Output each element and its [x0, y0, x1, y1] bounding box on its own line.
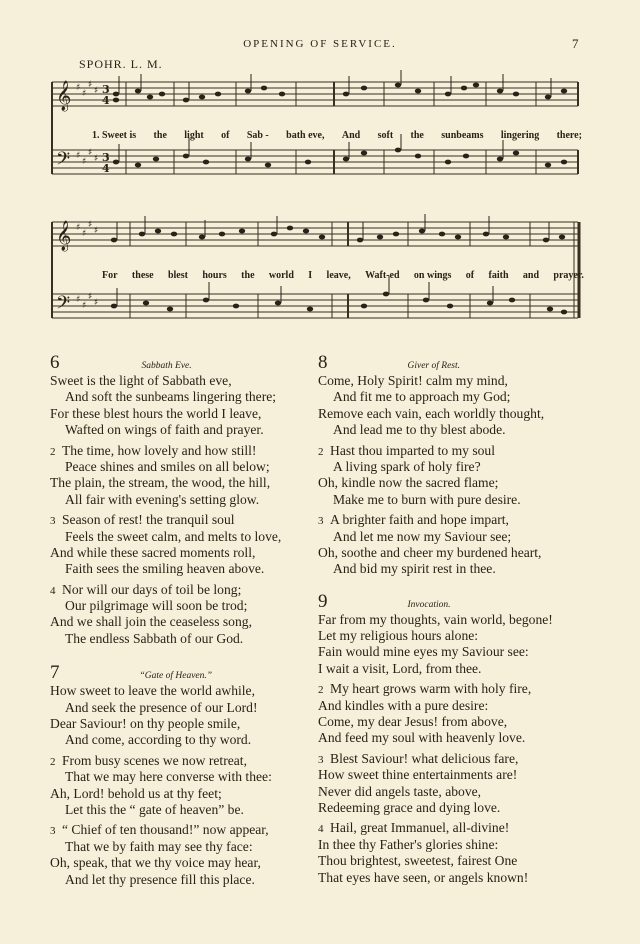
hymn-heading: [318, 353, 590, 373]
left-column: [50, 353, 320, 888]
verse: [50, 443, 320, 509]
verse-line: Dear Saviour! on thy people smile,: [50, 716, 241, 732]
verse-line: For these blest hours the world I leave,: [50, 405, 262, 421]
verse-line: The plain, the stream, the wood, the hill,: [50, 475, 271, 491]
verse-line: And seek the presence of our Lord!: [65, 699, 258, 715]
verse-number: 4: [318, 823, 324, 836]
svg-text:𝄞: 𝄞: [56, 81, 72, 110]
lyric-syllable: the: [410, 130, 424, 141]
lyric-syllable: blest: [167, 270, 188, 281]
hymn-heading: [50, 663, 320, 683]
lyric-syllable: world: [268, 270, 294, 281]
verse-line: Feels the sweet calm, and melts to love,: [65, 528, 282, 544]
hymn-number: 6: [50, 352, 60, 373]
verse-line: Let my religious hours alone:: [318, 628, 479, 644]
right-column: [318, 353, 590, 886]
svg-text:𝄢: 𝄢: [56, 292, 71, 317]
music-system-1: [46, 70, 586, 195]
verse-line: How sweet thine entertainments are!: [318, 767, 518, 783]
svg-text:𝄞: 𝄞: [56, 221, 72, 250]
lyric-syllable: hours: [202, 270, 227, 281]
svg-text:♯: ♯: [88, 148, 93, 158]
hymn-number: 7: [50, 662, 60, 684]
verse-line: From busy scenes we now retreat,: [62, 752, 247, 768]
verse: [50, 512, 320, 578]
verse-line: Thou brightest, sweetest, fairest One: [318, 853, 518, 869]
music-system-2: [46, 210, 586, 340]
verse-line: A brighter faith and hope impart,: [330, 512, 509, 528]
verse: [318, 820, 590, 886]
lyric-syllable: lingering: [500, 130, 540, 141]
verse-line: Nor will our days of toil be long;: [62, 581, 242, 597]
lyric-syllable: on wings: [413, 270, 452, 281]
svg-text:♯: ♯: [88, 292, 93, 302]
verse-line: Redeeming grace and dying love.: [318, 799, 501, 815]
svg-text:3: 3: [102, 83, 110, 96]
verse-number: 3: [50, 825, 56, 838]
svg-text:♯: ♯: [94, 154, 99, 164]
verse-line: The endless Sabbath of our God.: [65, 630, 244, 646]
hymn-number: 9: [318, 590, 328, 612]
page-number: 7: [572, 36, 579, 51]
verse-line: Our pilgrimage will soon be trod;: [65, 598, 248, 614]
verse: [318, 612, 590, 678]
lyric-syllable: bath eve,: [286, 130, 325, 141]
verse-line: Oh, soothe and cheer my burdened heart,: [318, 544, 542, 560]
verse: [50, 582, 320, 648]
verse-number: 2: [318, 684, 324, 697]
verse: [318, 681, 590, 747]
hymn-title: Sabbath Eve.: [141, 361, 192, 371]
verse-line: Hast thou imparted to my soul: [330, 442, 495, 458]
verse-line: Ah, Lord! behold us at thy feet;: [50, 785, 222, 801]
svg-text:♯: ♯: [94, 226, 99, 236]
verse-line: Come, Holy Spirit! calm my mind,: [318, 373, 508, 388]
verse-number: 3: [50, 515, 56, 528]
hymn-title: Giver of Rest.: [407, 361, 461, 371]
verse-line: And feed my soul with heavenly love.: [318, 730, 526, 746]
verse-line: Fain would mine eyes my Saviour see:: [318, 644, 529, 660]
hymn-heading: [318, 592, 590, 612]
verse: [318, 751, 590, 817]
tune-name: SPOHR. L. M.: [79, 57, 163, 71]
lyric-syllable: and: [522, 270, 540, 281]
verse-line: Oh, kindle now the sacred flame;: [318, 475, 499, 491]
verse-line: And kindles with a pure desire:: [318, 697, 489, 713]
lyric-syllable: light: [184, 130, 204, 141]
verse: [50, 373, 320, 439]
verse: [50, 683, 320, 749]
verse-line: And bid my spirit rest in thee.: [333, 561, 496, 577]
lyric-syllable: leave,: [326, 270, 351, 281]
verse-line: And let thy presence fill this place.: [65, 871, 255, 887]
verse-line: I wait a visit, Lord, from thee.: [318, 660, 482, 676]
verse-line: Blest Saviour! what delicious fare,: [330, 750, 519, 766]
hymn-title: Invocation.: [407, 599, 451, 610]
lyric-syllable: these: [131, 270, 154, 281]
lyric-syllable: the: [153, 130, 167, 141]
verse-line: “ Chief of ten thousand!” now appear,: [62, 822, 269, 838]
verse: [318, 443, 590, 509]
lyric-syllable: Sab -: [246, 130, 269, 141]
lyric-syllable: Waft-ed: [365, 270, 400, 281]
verse-line: All fair with evening's setting glow.: [65, 491, 260, 507]
verse-line: And let me now my Saviour see;: [333, 528, 512, 544]
verse-line: And soft the sunbeams lingering there;: [65, 389, 277, 405]
verse-number: 2: [50, 755, 56, 768]
svg-text:♯: ♯: [76, 83, 81, 93]
verse-line: How sweet to leave the world awhile,: [50, 683, 255, 699]
svg-text:𝄢: 𝄢: [56, 148, 71, 173]
svg-text:♯: ♯: [76, 295, 81, 305]
verse-line: Come, my dear Jesus! from above,: [318, 714, 508, 730]
verse: [318, 512, 590, 578]
verse-line: That we may here converse with thee:: [65, 769, 272, 785]
hymn-heading: [50, 353, 320, 373]
lyric-syllable: prayer.: [553, 270, 584, 281]
verse-line: The time, how lovely and how still!: [62, 442, 257, 458]
svg-text:♯: ♯: [94, 298, 99, 308]
verse-line: My heart grows warm with holy fire,: [330, 681, 532, 697]
verse-line: Peace shines and smiles on all below;: [65, 458, 270, 474]
lyric-syllable: soft: [377, 130, 394, 141]
verse-line: Oh, speak, that we thy voice may hear,: [50, 855, 261, 871]
lyric-syllable: sunbeams: [441, 130, 484, 141]
lyric-line-2: [102, 270, 584, 281]
svg-text:♯: ♯: [88, 80, 93, 90]
verse-line: Wafted on wings of faith and prayer.: [65, 422, 264, 438]
verse-line: And while these sacred moments roll,: [50, 544, 256, 560]
verse-number: 3: [318, 753, 324, 766]
svg-text:♯: ♯: [82, 229, 87, 239]
hymn-title: “Gate of Heaven.”: [139, 671, 213, 682]
verse-line: And we shall join the ceaseless song,: [50, 614, 252, 630]
svg-text:♯: ♯: [76, 151, 81, 161]
lyric-syllable: of: [465, 270, 475, 281]
svg-text:4: 4: [102, 94, 110, 107]
lyric-line-1: [92, 130, 582, 141]
verse: [318, 373, 590, 439]
verse-line: Sweet is the light of Sabbath eve,: [50, 373, 232, 388]
verse-line: And come, according to thy word.: [65, 732, 252, 748]
verse: [50, 753, 320, 819]
lyric-syllable: For: [102, 270, 118, 281]
verse-line: Make me to burn with pure desire.: [333, 491, 521, 507]
svg-text:♯: ♯: [76, 223, 81, 233]
verse-number: 4: [50, 584, 56, 597]
svg-text:♯: ♯: [82, 301, 87, 311]
lyric-syllable: And: [341, 130, 361, 141]
verse-line: And fit me to approach my God;: [333, 389, 511, 405]
svg-text:♯: ♯: [82, 89, 87, 99]
verse-line: That we by faith may see thy face:: [65, 838, 253, 854]
running-title: OPENING OF SERVICE.: [243, 38, 397, 50]
hymn-number: 8: [318, 352, 328, 373]
lyric-syllable: the: [241, 270, 255, 281]
lyric-syllable: of: [221, 130, 230, 141]
lyric-syllable: 1. Sweet is: [92, 130, 137, 141]
verse-number: 2: [318, 445, 324, 458]
svg-text:4: 4: [102, 162, 110, 175]
verse-line: Season of rest! the tranquil soul: [62, 512, 235, 528]
svg-text:♯: ♯: [88, 220, 93, 230]
verse-line: And lead me to thy blest abode.: [333, 422, 506, 438]
svg-text:3: 3: [102, 151, 110, 164]
verse-number: 2: [50, 445, 56, 458]
verse-number: 3: [318, 515, 324, 528]
verse-line: In thee thy Father's glories shine:: [318, 836, 499, 852]
svg-text:♯: ♯: [82, 157, 87, 167]
svg-text:♯: ♯: [94, 86, 99, 96]
verse: [50, 822, 320, 888]
verse-line: That eyes have seen, or angels known!: [318, 869, 529, 885]
lyric-syllable: faith: [488, 270, 509, 281]
lyric-syllable: there;: [556, 130, 582, 141]
verse-line: Faith sees the smiling heaven above.: [65, 561, 265, 577]
verse-line: Never did angels taste, above,: [318, 783, 482, 799]
verse-line: Far from my thoughts, vain world, begone!: [318, 611, 553, 627]
lyric-syllable: I: [308, 270, 313, 281]
verse-line: A living spark of holy fire?: [333, 458, 481, 474]
verse-line: Let this the “ gate of heaven” be.: [65, 801, 244, 817]
verse-line: Remove each vain, each worldly thought,: [318, 405, 545, 421]
verse-line: Hail, great Immanuel, all-divine!: [330, 820, 510, 836]
